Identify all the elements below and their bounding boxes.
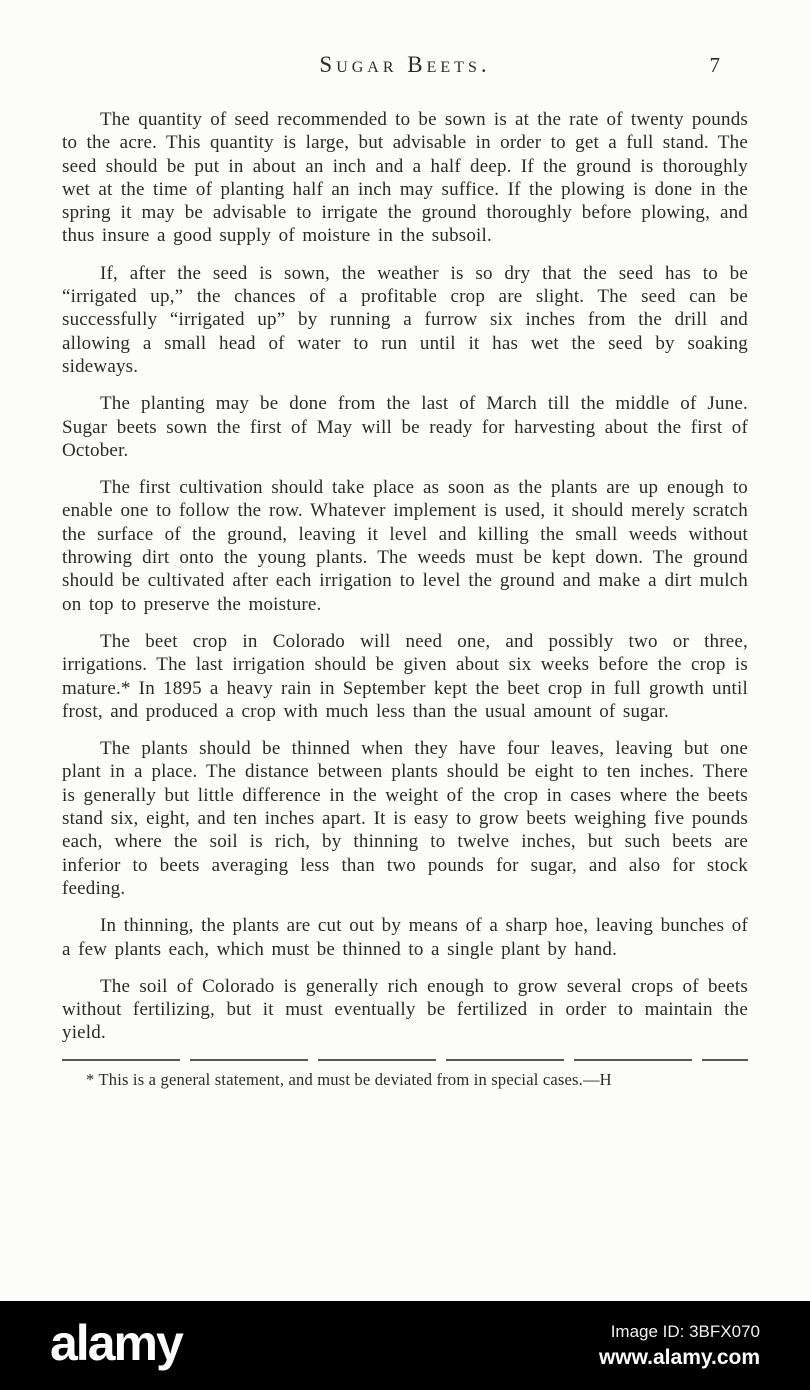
paragraph: In thinning, the plants are cut out by means of a sharp hoe, leaving bunches of a few plants each, which must be thinned to a single plant by hand. — [62, 915, 748, 960]
alamy-watermark-bar — [0, 1301, 810, 1390]
footnote: * This is a general statement, and must be deviated from in special cases.—H — [86, 1069, 612, 1089]
running-head — [62, 52, 748, 82]
paragraph: If, after the seed is sown, the weather is so dry that the seed has to be “irrigated up,” the chances of a profitable crop are slight. The seed can be successfully “irrigated up” by running a furrow six inches from the drill and allowing a small head of water to run until it has wet the seed by soaking sideways. — [62, 262, 748, 377]
page-title: Sugar Beets. — [319, 52, 491, 77]
footnote-divider — [62, 1059, 748, 1061]
paragraph: The soil of Colorado is generally rich enough to grow several crops of beets without fertilizing, but it must eventually be fertilized in order to maintain the yield. — [62, 975, 748, 1044]
alamy-logo: alamy — [50, 1314, 182, 1371]
paragraph: The beet crop in Colorado will need one, and possibly two or three, irrigations. The last irrigation should be given about six weeks before the crop is mature.* In 1895 a heavy rain in September kept the beet crop in full growth until frost, and produced a crop with much less than the usual amount of sugar. — [62, 630, 748, 722]
watermark-info — [599, 1322, 760, 1370]
page-number: 7 — [709, 53, 720, 77]
body-text — [62, 108, 748, 1045]
page-content — [62, 52, 748, 1090]
paragraph: The planting may be done from the last of March till the middle of June. Sugar beets sown the first of May will be ready for harvesting about the first of October. — [62, 393, 748, 461]
paragraph: The quantity of seed recommended to be sown is at the rate of twenty pounds to the acre. This quantity is large, but advisable in order to get a full stand. The seed should be put in about an inch and a half deep. If the ground is thoroughly wet at the time of planting half an inch may suffice. If the plowing is done in the spring it may be advisable to irrigate the ground thoroughly before plowing, and thus insure a good supply of moisture in the subsoil. — [62, 109, 748, 247]
paragraph: The plants should be thinned when they have four leaves, leaving but one plant in a place. The distance between plants should be eight to ten inches. There is generally but little difference in the weight of the crop in cases where the beets stand six, eight, and ten inches apart. It is easy to grow beets weighing five pounds each, where the soil is rich, by thinning to twelve inches, but such beets are inferior to beets averaging less than two pounds for sugar, and also for stock feeding. — [62, 738, 748, 899]
alamy-url: www.alamy.com — [598, 1345, 760, 1369]
paragraph: The first cultivation should take place as soon as the plants are up enough to enable one to follow the row. Whatever implement is used, it should merely scratch the surface of the ground, leaving it level and killing the small weeds without throwing dirt onto the young plants. The weeds must be kept down. The ground should be cultivated after each irrigation to level the ground and make a dirt mulch on top to preserve the moisture. — [62, 477, 748, 615]
image-id-label: Image ID: 3BFX070 — [610, 1321, 760, 1341]
